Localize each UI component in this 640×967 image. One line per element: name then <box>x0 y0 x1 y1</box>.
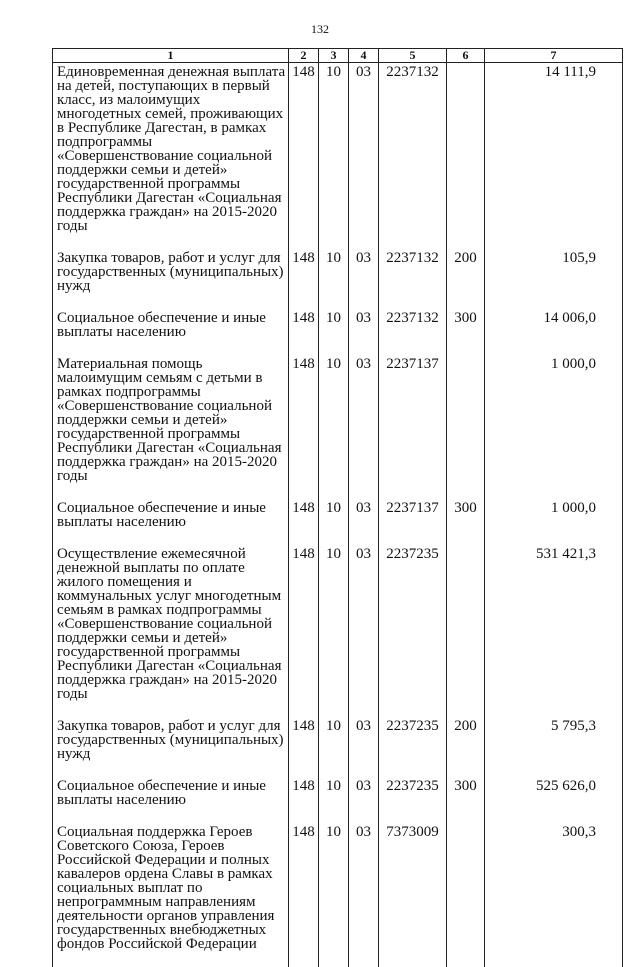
row-name: Социальное обеспечение и иные выплаты населению <box>53 777 289 823</box>
row-name: Закупка товаров, работ и услуг для государственных (муниципальных) нужд <box>53 249 289 309</box>
row-name: Закупка товаров, работ и услуг для государственных (муниципальных) нужд <box>53 717 289 777</box>
cell-col4: 03 <box>349 249 379 309</box>
cell-col4: 03 <box>349 309 379 355</box>
cell-col2: 148 <box>289 309 319 355</box>
table-header-row <box>53 49 623 63</box>
cell-col6 <box>447 355 485 499</box>
cell-amount: 531 421,3 <box>485 545 623 717</box>
cell-amount: 525 626,0 <box>485 777 623 823</box>
cell-col4: 03 <box>349 717 379 777</box>
cell-amount: 105,9 <box>485 249 623 309</box>
cell-col4: 03 <box>349 823 379 967</box>
column-header: 1 <box>53 49 289 63</box>
table-row <box>53 823 623 967</box>
row-name: Социальное обеспечение и иные выплаты населению <box>53 309 289 355</box>
table-row <box>53 249 623 309</box>
cell-col3: 10 <box>319 249 349 309</box>
cell-col3: 10 <box>319 545 349 717</box>
cell-amount: 14 006,0 <box>485 309 623 355</box>
cell-col4: 03 <box>349 777 379 823</box>
cell-col5: 2237235 <box>379 717 447 777</box>
cell-col2: 148 <box>289 499 319 545</box>
cell-col3: 10 <box>319 499 349 545</box>
column-header: 2 <box>289 49 319 63</box>
cell-col5: 7373009 <box>379 823 447 967</box>
cell-amount: 1 000,0 <box>485 499 623 545</box>
cell-col6 <box>447 823 485 967</box>
cell-col4: 03 <box>349 63 379 250</box>
column-header: 4 <box>349 49 379 63</box>
cell-col6: 300 <box>447 777 485 823</box>
cell-col6: 200 <box>447 249 485 309</box>
cell-col2: 148 <box>289 63 319 250</box>
cell-col2: 148 <box>289 545 319 717</box>
cell-col4: 03 <box>349 355 379 499</box>
cell-col5: 2237235 <box>379 777 447 823</box>
cell-col5: 2237132 <box>379 249 447 309</box>
column-header: 3 <box>319 49 349 63</box>
cell-col3: 10 <box>319 777 349 823</box>
table-row <box>53 545 623 717</box>
row-name: Социальное обеспечение и иные выплаты населению <box>53 499 289 545</box>
cell-col3: 10 <box>319 717 349 777</box>
row-name: Осуществление ежемесячной денежной выплаты по оплате жилого помещения и коммунальных услуг многодетным семьям в рамках подпрограммы «Совершенствование социальной поддержки семьи и детей» государственной программы Республики Дагестан «Социальная поддержка граждан» на 2015-2020 годы <box>53 545 289 717</box>
cell-col4: 03 <box>349 499 379 545</box>
cell-col5: 2237235 <box>379 545 447 717</box>
table-row <box>53 499 623 545</box>
table-row <box>53 355 623 499</box>
cell-amount: 5 795,3 <box>485 717 623 777</box>
cell-col6: 200 <box>447 717 485 777</box>
cell-col6 <box>447 545 485 717</box>
page-number: 132 <box>311 22 329 36</box>
table-row <box>53 717 623 777</box>
column-header: 6 <box>447 49 485 63</box>
cell-col6 <box>447 63 485 250</box>
table-row <box>53 777 623 823</box>
cell-amount: 300,3 <box>485 823 623 967</box>
cell-col2: 148 <box>289 355 319 499</box>
cell-col3: 10 <box>319 355 349 499</box>
cell-col5: 2237137 <box>379 355 447 499</box>
cell-amount: 14 111,9 <box>485 63 623 250</box>
cell-col5: 2237132 <box>379 63 447 250</box>
row-name: Социальная поддержка Героев Советского Союза, Героев Российской Федерации и полных кавалеров ордена Славы в рамках социальных выплат по непрограммным направлениям деятельности органов управления государственных внебюджетных фондов Российской Федерации <box>53 823 289 967</box>
cell-col2: 148 <box>289 249 319 309</box>
cell-col3: 10 <box>319 823 349 967</box>
cell-col5: 2237137 <box>379 499 447 545</box>
cell-col2: 148 <box>289 823 319 967</box>
cell-col4: 03 <box>349 545 379 717</box>
cell-col2: 148 <box>289 777 319 823</box>
cell-col2: 148 <box>289 717 319 777</box>
table-row <box>53 309 623 355</box>
row-name: Материальная помощь малоимущим семьям с детьми в рамках подпрограммы «Совершенствование социальной поддержки семьи и детей» государственной программы Республики Дагестан «Социальная поддержка граждан» на 2015-2020 годы <box>53 355 289 499</box>
cell-col6: 300 <box>447 499 485 545</box>
table-row <box>53 63 623 250</box>
column-header: 7 <box>485 49 623 63</box>
cell-col5: 2237132 <box>379 309 447 355</box>
cell-col3: 10 <box>319 63 349 250</box>
row-name: Единовременная денежная выплата на детей, поступающих в первый класс, из малоимущих многодетных семей, проживающих в Республике Дагестан, в рамках подпрограммы «Совершенствование социальной поддержки семьи и детей» государственной программы Республики Дагестан «Социальная поддержка граждан» на 2015-2020 годы <box>53 63 289 250</box>
cell-amount: 1 000,0 <box>485 355 623 499</box>
budget-table <box>52 48 622 967</box>
cell-col3: 10 <box>319 309 349 355</box>
cell-col6: 300 <box>447 309 485 355</box>
column-header: 5 <box>379 49 447 63</box>
